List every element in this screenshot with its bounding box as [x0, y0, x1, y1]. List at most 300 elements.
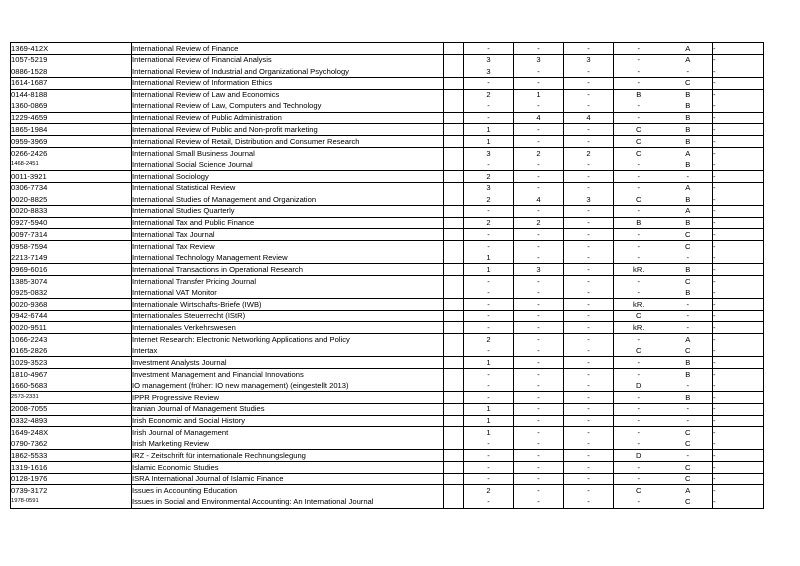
journal-name-cell: IPPR Progressive Review — [132, 392, 444, 404]
rating-cell: C — [664, 462, 713, 474]
table-row — [11, 205, 764, 217]
rating-cell: - — [514, 368, 564, 380]
spacer-cell — [444, 334, 464, 346]
rating-cell: - — [464, 43, 514, 55]
rating-cell: 1 — [464, 403, 514, 415]
rating-cell: B — [636, 90, 642, 100]
journal-name-cell: International Tax Journal — [132, 229, 444, 241]
table-row — [11, 345, 764, 357]
journal-name-cell: Investment Management and Financial Innovations — [132, 368, 444, 380]
spacer-cell — [444, 217, 464, 229]
rating-cell: 1 — [514, 89, 564, 101]
rating-cell: - — [514, 415, 564, 427]
journal-name-cell: International Review of Law and Economics — [132, 89, 444, 101]
spacer-cell — [444, 462, 464, 474]
spacer-cell — [444, 275, 464, 287]
issn-cell: 0306-7734 — [11, 182, 132, 194]
rating-cell: 2 — [464, 217, 514, 229]
spacer-cell — [444, 403, 464, 415]
journal-name-cell: International Tax and Public Finance — [132, 217, 444, 229]
spacer-cell — [444, 427, 464, 439]
rating-cell: - — [514, 438, 564, 450]
rating-cell: - — [564, 240, 614, 252]
rating-cell: A — [664, 43, 713, 55]
rating-cell: B — [664, 89, 713, 101]
rating-cell: - — [713, 159, 764, 171]
rating-cell: C — [664, 77, 713, 89]
issn-cell: 1978-0591 — [11, 496, 132, 508]
rating-cell: 4 — [514, 194, 564, 206]
rating-cell: - — [564, 101, 614, 113]
spacer-cell — [444, 496, 464, 508]
rating-cell: B — [664, 112, 713, 124]
spacer-cell — [444, 182, 464, 194]
issn-cell: 0097-7314 — [11, 229, 132, 241]
spacer-cell — [444, 171, 464, 183]
rating-cell: - — [514, 229, 564, 241]
rating-cell: - — [514, 357, 564, 369]
rating-cell: 2 — [564, 147, 614, 159]
rating-cell: - — [664, 171, 713, 183]
rating-cell: - — [514, 275, 564, 287]
spacer-cell — [444, 485, 464, 497]
rating-cell: - — [713, 403, 764, 415]
rating-cell: - — [514, 345, 564, 357]
rating-cell: - — [664, 66, 713, 78]
rating-cell: C — [636, 148, 642, 158]
rating-cell: - — [614, 77, 664, 89]
issn-cell: 0128-1976 — [11, 473, 132, 485]
rating-cell: - — [464, 101, 514, 113]
rating-cell: 3 — [464, 66, 514, 78]
rating-cell: - — [564, 496, 614, 508]
rating-cell: - — [713, 90, 716, 100]
spacer-cell — [444, 66, 464, 78]
rating-cell: 2 — [464, 171, 514, 183]
issn-cell: 1862-5533 — [11, 450, 132, 462]
table-row — [11, 392, 764, 404]
rating-cell: - — [514, 462, 564, 474]
issn-cell: 0958-7594 — [11, 240, 132, 252]
rating-cell: - — [664, 403, 713, 415]
rating-cell: 3 — [564, 194, 614, 206]
table-row — [11, 136, 764, 148]
rating-cell: - — [464, 287, 514, 299]
journal-name-cell: Internationales Verkehrswesen — [132, 322, 444, 334]
journal-name-cell: International Review of Retail, Distribution and Consumer Research — [132, 136, 444, 148]
rating-cell: - — [614, 462, 664, 474]
spacer-cell — [444, 392, 464, 404]
issn-cell: 2008-7055 — [11, 403, 132, 415]
rating-cell: - — [564, 252, 614, 264]
journal-name-cell: International Statistical Review — [132, 182, 444, 194]
rating-cell: 2 — [514, 147, 564, 159]
rating-cell: A — [664, 485, 713, 497]
rating-cell: 2 — [464, 334, 514, 346]
rating-cell: - — [614, 403, 664, 415]
rating-cell: - — [564, 66, 614, 78]
rating-cell: - — [713, 357, 764, 369]
rating-cell: - — [564, 299, 614, 311]
rating-cell: B — [664, 101, 713, 113]
rating-cell: - — [614, 357, 664, 369]
issn-cell: 0332-4893 — [11, 415, 132, 427]
spacer-cell — [444, 450, 464, 462]
table-row — [11, 357, 764, 369]
issn-cell: 1865-1984 — [11, 124, 132, 136]
journal-name-cell: International Studies of Management and Organization — [132, 194, 444, 206]
table-row — [11, 496, 764, 508]
issn-cell: 1229-4659 — [11, 112, 132, 124]
rating-cell: - — [614, 252, 664, 264]
rating-cell: - — [664, 450, 713, 462]
rating-cell: - — [564, 450, 614, 462]
table-row — [11, 485, 764, 497]
rating-cell: - — [713, 205, 764, 217]
rating-cell: - — [713, 496, 764, 508]
spacer-cell — [444, 136, 464, 148]
journal-name-cell: International Review of Law, Computers and Technology — [132, 101, 444, 113]
issn-cell: 0886-1528 — [11, 66, 132, 78]
journal-name-cell: Irish Economic and Social History — [132, 415, 444, 427]
issn-cell: 1810-4967 — [11, 368, 132, 380]
rating-cell: A — [664, 205, 713, 217]
rating-cell: D — [614, 380, 664, 392]
rating-cell: - — [713, 77, 764, 89]
rating-cell: - — [713, 183, 716, 193]
issn-cell: 0739-3172 — [11, 485, 132, 497]
rating-cell: - — [664, 415, 713, 427]
journal-name-cell: International Transfer Pricing Journal — [132, 275, 444, 287]
rating-cell: - — [514, 380, 564, 392]
journal-name-cell: Iranian Journal of Management Studies — [132, 403, 444, 415]
rating-cell: A — [664, 54, 713, 66]
spacer-cell — [444, 240, 464, 252]
rating-cell: - — [514, 182, 564, 194]
rating-cell: C — [664, 229, 713, 241]
journal-name-cell: International Review of Public Administration — [132, 112, 444, 124]
issn-cell: 1319-1616 — [11, 462, 132, 474]
rating-cell: 1 — [464, 124, 514, 136]
rating-cell: - — [564, 485, 614, 497]
rating-cell: 1 — [464, 357, 514, 369]
rating-cell: - — [514, 252, 564, 264]
rating-cell: kR. — [614, 264, 664, 276]
rating-cell: C — [664, 427, 713, 439]
journal-name-cell: Internationale Wirtschafts-Briefe (IWB) — [132, 299, 444, 311]
spacer-cell — [444, 345, 464, 357]
rating-cell: 2 — [464, 194, 514, 206]
table-row — [11, 159, 764, 171]
rating-cell: - — [637, 55, 641, 65]
rating-cell: - — [637, 369, 641, 379]
rating-cell: 3 — [564, 54, 614, 66]
rating-cell: - — [713, 334, 716, 344]
table-row — [11, 287, 764, 299]
rating-cell: - — [514, 205, 564, 217]
table-row — [11, 275, 764, 287]
rating-cell: - — [713, 241, 716, 251]
issn-cell: 0020-9368 — [11, 299, 132, 311]
rating-cell: C — [664, 438, 713, 450]
rating-cell: - — [614, 438, 664, 450]
rating-cell: - — [514, 101, 564, 113]
rating-cell: - — [564, 287, 614, 299]
issn-cell: 1369-412X — [11, 43, 132, 55]
spacer-cell — [444, 252, 464, 264]
journal-name-cell: International Tax Review — [132, 240, 444, 252]
spacer-cell — [444, 264, 464, 276]
rating-cell: - — [713, 369, 716, 379]
rating-cell: - — [564, 368, 614, 380]
rating-cell: - — [614, 101, 664, 113]
rating-cell: - — [564, 427, 614, 439]
spacer-cell — [444, 54, 464, 66]
rating-cell: - — [564, 136, 614, 148]
rating-cell: 3 — [464, 147, 514, 159]
rating-cell: - — [713, 486, 716, 496]
rating-cell: - — [514, 287, 564, 299]
rating-cell: - — [713, 310, 764, 322]
rating-cell: - — [564, 473, 614, 485]
rating-cell: - — [664, 252, 713, 264]
rating-cell: - — [514, 43, 564, 55]
spacer-cell — [444, 147, 464, 159]
spacer-cell — [444, 357, 464, 369]
rating-cell: A — [664, 182, 713, 194]
rating-cell: - — [713, 136, 764, 148]
journal-name-cell: International Review of Financial Analysis — [132, 54, 444, 66]
rating-cell: - — [564, 403, 614, 415]
rating-cell: - — [514, 299, 564, 311]
rating-cell: - — [664, 380, 713, 392]
rating-cell: 2 — [514, 217, 564, 229]
issn-cell: 0969-6016 — [11, 264, 132, 276]
rating-cell: B — [664, 357, 713, 369]
rating-cell: - — [464, 299, 514, 311]
spacer-cell — [444, 229, 464, 241]
rating-cell: - — [564, 357, 614, 369]
journal-name-cell: ISRA International Journal of Islamic Finance — [132, 473, 444, 485]
rating-cell: C — [614, 124, 664, 136]
rating-cell: - — [514, 485, 564, 497]
table-row — [11, 403, 764, 415]
spacer-cell — [444, 159, 464, 171]
spacer-cell — [444, 124, 464, 136]
issn-cell: 0266-2426 — [11, 147, 132, 159]
rating-cell: - — [464, 345, 514, 357]
issn-cell: 0942-6744 — [11, 310, 132, 322]
rating-cell: - — [713, 473, 764, 485]
rating-cell: - — [713, 380, 764, 392]
rating-cell: - — [514, 77, 564, 89]
rating-cell: - — [713, 112, 764, 124]
rating-cell: B — [664, 287, 713, 299]
table-row — [11, 194, 764, 206]
table-row — [11, 147, 764, 159]
rating-cell: - — [637, 241, 641, 251]
rating-cell: - — [713, 276, 716, 286]
rating-cell: - — [713, 287, 764, 299]
rating-cell: - — [614, 287, 664, 299]
table-row — [11, 89, 764, 101]
rating-cell: C — [614, 194, 664, 206]
table-row — [11, 66, 764, 78]
rating-cell: 3 — [514, 54, 564, 66]
journal-name-cell: International Social Science Journal — [132, 159, 444, 171]
table-row — [11, 415, 764, 427]
rating-cell: - — [564, 462, 614, 474]
rating-cell: C — [664, 345, 713, 357]
table-row — [11, 462, 764, 474]
rating-cell: 1 — [464, 136, 514, 148]
issn-cell: 1614-1687 — [11, 77, 132, 89]
rating-cell: - — [464, 112, 514, 124]
issn-cell: 1385-3074 — [11, 275, 132, 287]
rating-cell: - — [713, 124, 764, 136]
rating-cell: 2 — [464, 89, 514, 101]
rating-cell: - — [564, 229, 614, 241]
issn-cell: 1660-5683 — [11, 380, 132, 392]
spacer-cell — [444, 205, 464, 217]
rating-cell: - — [564, 334, 614, 346]
table-row — [11, 427, 764, 439]
rating-cell: B — [614, 217, 664, 229]
rating-cell: B — [664, 194, 713, 206]
table-row — [11, 77, 764, 89]
rating-cell: - — [564, 43, 614, 55]
rating-cell: - — [464, 240, 514, 252]
issn-cell: 1066-2243 — [11, 334, 132, 346]
table-row — [11, 54, 764, 66]
table-row — [11, 229, 764, 241]
journal-name-cell: International Transactions in Operational Research — [132, 264, 444, 276]
rating-cell: - — [464, 462, 514, 474]
spacer-cell — [444, 438, 464, 450]
rating-cell: B — [664, 264, 713, 276]
table-row — [11, 299, 764, 311]
rating-cell: 3 — [464, 54, 514, 66]
rating-cell: C — [614, 345, 664, 357]
table-row — [11, 322, 764, 334]
journal-name-cell: International Small Business Journal — [132, 147, 444, 159]
rating-cell: - — [564, 77, 614, 89]
rating-cell: 1 — [464, 415, 514, 427]
rating-cell: - — [713, 299, 764, 311]
rating-cell: 1 — [464, 252, 514, 264]
rating-cell: - — [564, 345, 614, 357]
table-row — [11, 171, 764, 183]
rating-cell: - — [564, 438, 614, 450]
rating-cell: C — [614, 136, 664, 148]
rating-cell: - — [514, 240, 564, 252]
journal-name-cell: International Review of Public and Non-profit marketing — [132, 124, 444, 136]
spacer-cell — [444, 112, 464, 124]
issn-cell: 1029-3523 — [11, 357, 132, 369]
rating-cell: - — [564, 159, 614, 171]
table-row — [11, 264, 764, 276]
rating-cell: C — [664, 496, 713, 508]
rating-cell: - — [464, 275, 514, 287]
issn-cell: 1360-0869 — [11, 101, 132, 113]
issn-cell: 0927-5940 — [11, 217, 132, 229]
rating-cell: - — [464, 450, 514, 462]
rating-cell: - — [564, 182, 614, 194]
rating-cell: - — [564, 380, 614, 392]
rating-cell: - — [614, 112, 664, 124]
rating-cell: 1 — [464, 427, 514, 439]
rating-cell: - — [637, 183, 641, 193]
rating-cell: - — [713, 101, 764, 113]
rating-cell: - — [664, 310, 713, 322]
rating-cell: - — [713, 345, 764, 357]
issn-cell: 2573-2331 — [11, 392, 132, 404]
rating-cell: 4 — [514, 112, 564, 124]
rating-cell: - — [514, 496, 564, 508]
spacer-cell — [444, 473, 464, 485]
rating-cell: kR. — [614, 299, 664, 311]
table-row — [11, 310, 764, 322]
spacer-cell — [444, 287, 464, 299]
rating-cell: 3 — [464, 182, 514, 194]
issn-cell: 0790-7362 — [11, 438, 132, 450]
issn-cell: 1057-5219 — [11, 54, 132, 66]
rating-cell: - — [713, 450, 764, 462]
journal-name-cell: International Review of Information Ethics — [132, 77, 444, 89]
journal-name-cell: International Review of Finance — [132, 43, 444, 55]
spacer-cell — [444, 77, 464, 89]
rating-cell: - — [713, 392, 764, 404]
rating-cell: C — [664, 275, 713, 287]
rating-cell: C — [664, 240, 713, 252]
table-row — [11, 334, 764, 346]
rating-cell: - — [564, 310, 614, 322]
rating-cell: - — [713, 427, 716, 437]
table-row — [11, 217, 764, 229]
rating-cell: B — [664, 136, 713, 148]
rating-cell: - — [713, 322, 764, 334]
rating-cell: D — [614, 450, 664, 462]
rating-cell: C — [664, 473, 713, 485]
rating-cell: 3 — [514, 264, 564, 276]
issn-cell: 0020-8825 — [11, 194, 132, 206]
spacer-cell — [444, 310, 464, 322]
rating-cell: - — [713, 229, 764, 241]
rating-cell: B — [664, 392, 713, 404]
rating-cell: - — [614, 392, 664, 404]
rating-cell: - — [637, 276, 641, 286]
rating-cell: - — [514, 136, 564, 148]
rating-cell: - — [713, 171, 764, 183]
rating-cell: - — [564, 322, 614, 334]
spacer-cell — [444, 322, 464, 334]
journal-name-cell: Irish Journal of Management — [132, 427, 444, 439]
rating-cell: - — [564, 264, 614, 276]
rating-cell: - — [614, 205, 664, 217]
journal-name-cell: International Technology Management Review — [132, 252, 444, 264]
rating-cell: - — [514, 124, 564, 136]
rating-cell: - — [464, 380, 514, 392]
rating-cell: - — [713, 217, 764, 229]
journal-rating-table — [10, 42, 764, 509]
rating-cell: - — [564, 217, 614, 229]
rating-cell: - — [564, 392, 614, 404]
issn-cell: 0144-8188 — [11, 89, 132, 101]
rating-cell: kR. — [614, 322, 664, 334]
issn-cell: 0959-3969 — [11, 136, 132, 148]
table-row — [11, 450, 764, 462]
rating-cell: - — [514, 403, 564, 415]
